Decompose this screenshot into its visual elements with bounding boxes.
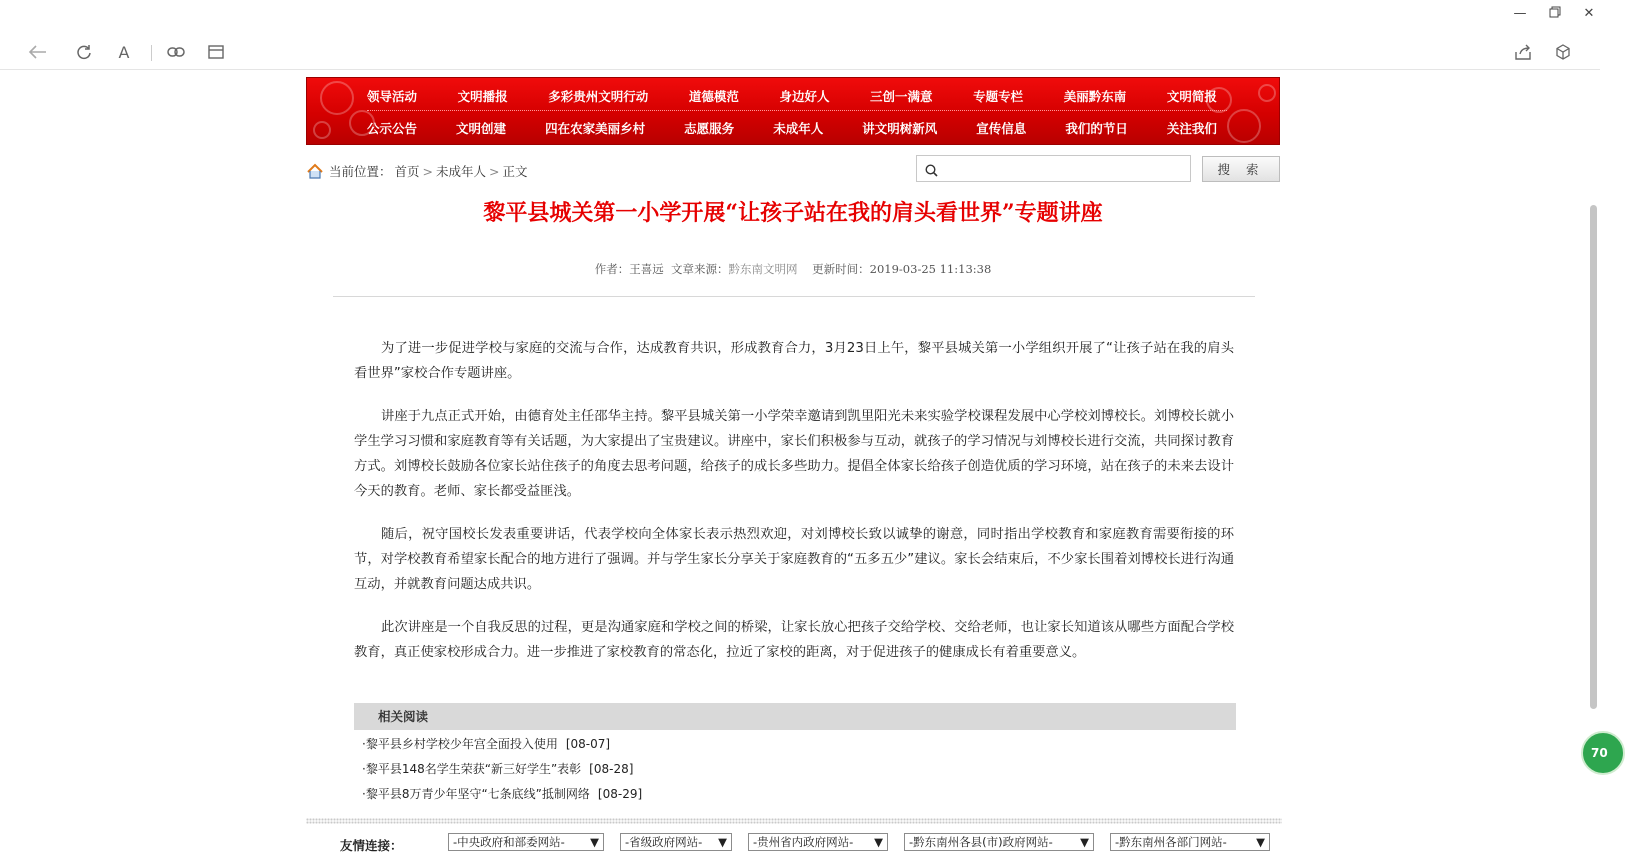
breadcrumb-home-link[interactable]: 首页 (394, 164, 420, 179)
nav-item[interactable]: 多彩贵州文明行动 (548, 89, 649, 104)
nav-item[interactable]: 三创一满意 (870, 89, 933, 104)
dropdown-arrow-icon: ▼ (1080, 835, 1089, 849)
nav-item[interactable]: 专题专栏 (973, 89, 1024, 104)
related-item[interactable]: ·黎平县148名学生荣获“新三好学生”表彰 [08-28] (362, 762, 634, 776)
title-divider (333, 296, 1255, 297)
nav-item[interactable]: 讲文明树新风 (862, 121, 938, 136)
source-link[interactable]: 黔东南文明网 (728, 262, 798, 276)
article-title: 黎平县城关第一小学开展“让孩子站在我的肩头看世界”专题讲座 (483, 200, 1103, 226)
close-button[interactable]: ✕ (1583, 6, 1595, 21)
nav-item[interactable]: 领导活动 (367, 89, 418, 104)
reader-mode-icon[interactable] (206, 42, 226, 62)
author-label: 作者： (594, 262, 630, 276)
breadcrumb-section-link[interactable]: 未成年人 (436, 164, 487, 179)
nav-item[interactable]: 文明创建 (456, 121, 507, 136)
related-item-date: [08-28] (589, 762, 634, 776)
select-value: -中央政府和部委网站- (453, 835, 565, 849)
font-size-icon[interactable]: A (118, 42, 130, 62)
update-time: 2019-03-25 11:13:38 (869, 262, 992, 276)
nav-item[interactable]: 美丽黔东南 (1063, 89, 1127, 104)
related-item[interactable]: ·黎平县乡村学校少年宫全面投入使用 [08-07] (362, 737, 611, 751)
links-select-provincial[interactable] (620, 833, 732, 851)
back-icon[interactable] (28, 42, 48, 62)
related-reading-list (362, 732, 642, 807)
link-icon[interactable] (166, 42, 186, 62)
time-label: 更新时间： (812, 262, 870, 276)
breadcrumb-separator: > (489, 163, 500, 179)
article-paragraph: 此次讲座是一个自我反思的过程，更是沟通家庭和学校之间的桥梁，让家长放心把孩子交给学校、交给老师，也让家长知道该从哪些方面配合学校教育，真正使家校形成合力。进一步推进了家校教育的常态化，拉近了家校的距离，对于促进孩子的健康成长有着重要意义。 (354, 620, 1234, 660)
floating-badge[interactable]: 70 (1581, 731, 1625, 775)
minimize-button[interactable]: — (1513, 6, 1527, 21)
friend-links-label: 友情连接： (340, 838, 403, 853)
related-item-date: [08-07] (565, 737, 611, 751)
select-value: -黔东南州各县(市)政府网站- (909, 835, 1053, 849)
toolbar-divider (151, 45, 152, 61)
related-item[interactable]: ·黎平县8万青少年坚守“七条底线”抵制网络 [08-29] (362, 787, 643, 801)
nav-item[interactable]: 未成年人 (773, 121, 824, 136)
links-select-guizhou[interactable] (748, 833, 888, 851)
nav-item[interactable]: 关注我们 (1166, 121, 1217, 136)
scrollbar-thumb[interactable] (1590, 205, 1597, 709)
breadcrumb (325, 162, 528, 180)
nav-row-1 (367, 87, 1217, 105)
refresh-icon[interactable] (74, 42, 94, 62)
search-input[interactable] (916, 155, 1191, 182)
nav-item[interactable]: 文明播报 (457, 89, 508, 104)
nav-item[interactable]: 身边好人 (779, 89, 830, 104)
dropdown-arrow-icon: ▼ (590, 835, 599, 849)
dropdown-arrow-icon: ▼ (874, 835, 883, 849)
related-item-title[interactable]: 黎平县乡村学校少年宫全面投入使用 (365, 737, 558, 751)
breadcrumb-separator: > (422, 163, 434, 179)
breadcrumb-current: 正文 (502, 164, 528, 179)
article-paragraph: 随后，祝守国校长发表重要讲话，代表学校向全体家长表示热烈欢迎，对刘博校长致以诚挚的谢意，同时指出学校教育和家庭教育需要衔接的环节，对学校教育希望家长配合的地方进行了强调。并与学生家长分享关于家庭教育的“五多五少”建议。家长会结束后，不少家长围着刘博校长进行沟通互动，并就教育问题达成共识。 (354, 527, 1234, 592)
breadcrumb-label: 当前位置： (329, 164, 392, 179)
article-paragraph: 讲座于九点正式开始，由德育处主任邵华主持。黎平县城关第一小学荣幸邀请到凯里阳光未来实验学校课程发展中心学校刘博校长。刘博校长就小学生学习习惯和家庭教育等有关话题，为大家提出了宝贵建议。讲座中，家长们积极参与互动，就孩子的学习情况与刘博校长进行交流，共同探讨教育方式。刘博校长鼓励各位家长站住孩子的角度去思考问题，给孩子的成长多些助力。提倡全体家长给孩子创造优质的学习环境，站在孩子的未来去设计今天的教育。老师、家长都受益匪浅。 (354, 409, 1234, 499)
source-label: 文章来源： (671, 262, 729, 276)
home-icon (307, 164, 323, 179)
select-value: -贵州省内政府网站- (753, 835, 854, 849)
related-item-title[interactable]: 黎平县148名学生荣获“新三好学生”表彰 (365, 762, 582, 776)
search-icon (925, 162, 938, 181)
author-name: 王喜远 (629, 262, 664, 276)
article-paragraph: 为了进一步促进学校与家庭的交流与合作，达成教育共识，形成教育合力，3月23日上午，黎平县城关第一小学组织开展了“让孩子站在我的肩头看世界”家校合作专题讲座。 (354, 341, 1234, 381)
nav-item[interactable]: 公示公告 (367, 121, 418, 136)
related-item-title[interactable]: 黎平县8万青少年坚守“七条底线”抵制网络 (365, 787, 590, 801)
article-body (354, 336, 1234, 683)
nav-item[interactable]: 四在农家美丽乡村 (545, 121, 646, 136)
select-value: -省级政府网站- (625, 835, 703, 849)
search-button[interactable]: 搜 索 (1202, 156, 1280, 182)
nav-item[interactable]: 志愿服务 (684, 121, 735, 136)
nav-divider (367, 110, 1227, 111)
dropdown-arrow-icon: ▼ (1256, 835, 1265, 849)
nav-row-2 (367, 119, 1217, 137)
links-select-counties[interactable] (904, 833, 1094, 851)
select-value: -黔东南州各部门网站- (1115, 835, 1227, 849)
extension-cube-icon[interactable] (1553, 42, 1573, 62)
toolbar-border (0, 69, 1600, 70)
links-select-departments[interactable] (1110, 833, 1270, 851)
nav-banner (306, 77, 1280, 145)
nav-item[interactable]: 我们的节日 (1065, 121, 1128, 136)
related-reading-heading: 相关阅读 (354, 703, 1236, 730)
nav-item[interactable]: 文明简报 (1166, 89, 1217, 104)
nav-item[interactable]: 宣传信息 (976, 121, 1027, 136)
related-item-date: [08-29] (597, 787, 643, 801)
restore-button[interactable] (1548, 6, 1562, 22)
links-select-central[interactable] (448, 833, 604, 851)
article-meta (333, 261, 1253, 277)
share-icon[interactable] (1513, 42, 1533, 62)
dropdown-arrow-icon: ▼ (718, 835, 727, 849)
nav-item[interactable]: 道德模范 (688, 89, 739, 104)
dotted-divider (306, 818, 1282, 824)
